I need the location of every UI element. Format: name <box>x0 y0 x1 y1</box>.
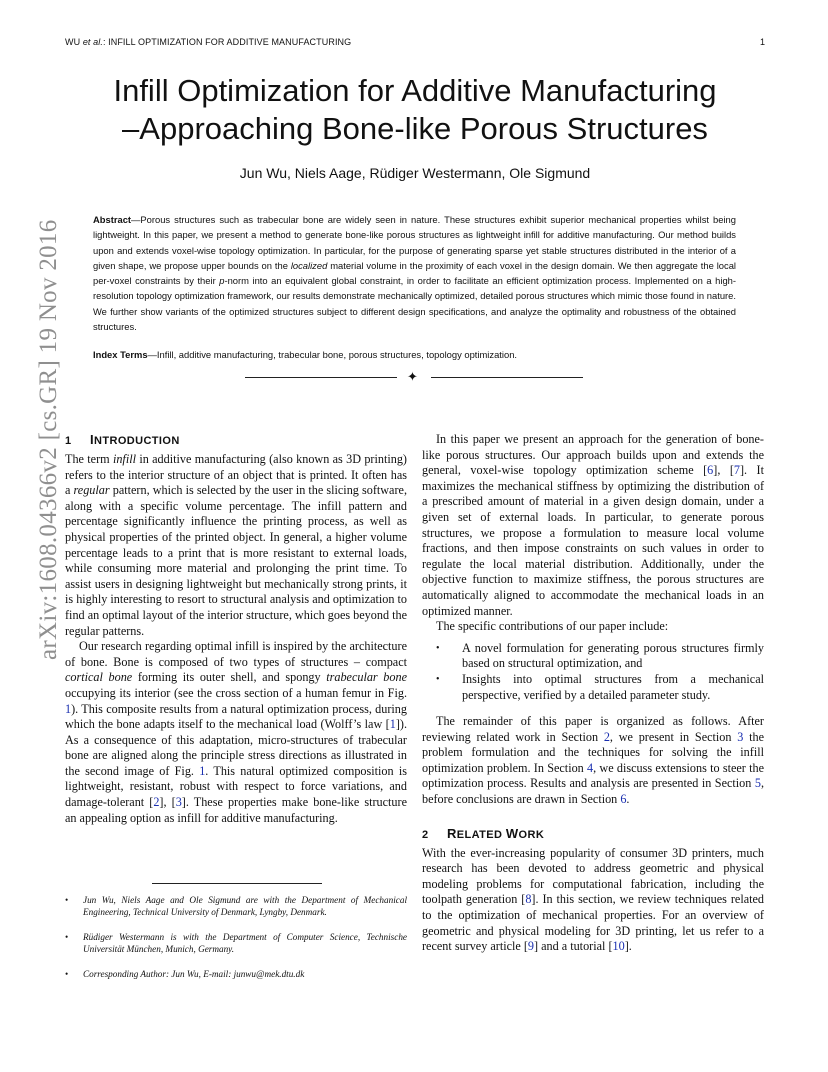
contributions-intro: The specific contributions of our paper include: <box>436 619 669 634</box>
page-number: 1 <box>759 37 765 47</box>
citation-link[interactable]: 10 <box>612 939 625 954</box>
bullet-icon: • <box>436 673 440 685</box>
bullet-icon: • <box>65 969 69 979</box>
section-link[interactable]: 4 <box>587 760 594 775</box>
list-item: • A novel formulation for generating porous structures firmly based on structural optimization, and <box>436 640 764 671</box>
section-link[interactable]: 2 <box>603 729 610 744</box>
bullet-icon: • <box>436 642 440 654</box>
right-column <box>422 432 764 955</box>
abstract-label: Abstract <box>93 214 132 225</box>
intro-paragraph-2: Our research regarding optimal infill is inspired by the architecture of bone. Bone is composed of two types of structures – compact cortical bone forming its outer shell, and spongy trabecular bone occupying its interior (see the cross section of a human femur in Fig. 1). This composite results from a natural optimization process, during which the bone adapts itself to the mechanical load (Wolff’s law [1]). As a consequence of this adaptation, micro-structures of trabecular bone are aligned along the principle stress directions as illustrated in the second image of Fig. 1. This natural optimized composition is lightweight, resistant, robust with respect to force variations, and damage-tolerant [2], [3]. These properties make bone-like structure an appealing option as infill for additive manufacturing. <box>65 639 407 825</box>
section-heading-related-work: 2 RELATED WORK <box>422 825 545 841</box>
index-terms-label: Index Terms <box>93 349 148 360</box>
intro-paragraph-3: In this paper we present an approach for the generation of bone-like porous structures. Our approach builds upon and extends the general, voxel-wise topology optimization scheme [6], [7]. It maximizes the mechanical stiffness by optimizing the distribution of a prescribed amount of material in a given design domain, under a given set of external loads. In particular, to generate porous structures, we propose a formulation to measure local volume fractions, and then impose constraints on such values in order to regulate the local material distribution. Additionally, under the objective function to maximize stiffness, the porous structures are automatically aligned to accommodate the mechanical loads in an optimized manner. <box>422 432 764 618</box>
index-terms: Index Terms—Infill, additive manufacturing, trabecular bone, porous structures, topology optimization. <box>93 349 518 360</box>
section-link[interactable]: 6 <box>620 792 627 807</box>
citation-link[interactable]: 7 <box>733 463 740 478</box>
contributions-list <box>422 641 764 703</box>
list-item: • Insights into optimal structures from a mechanical perspective, verified by a detailed parameter study. <box>436 671 764 702</box>
footnote-rule <box>152 883 322 884</box>
citation-link[interactable]: 3 <box>175 795 182 810</box>
footnote-corresponding-author: • Corresponding Author: Jun Wu, E-mail: junwu@mek.dtu.dk <box>65 969 305 979</box>
section-heading-introduction: 1 INTRODUCTION <box>65 432 180 447</box>
intro-paragraph-1: The term infill in additive manufacturing (also known as 3D printing) refers to the interior structure of an object that is printed. It often has a regular pattern, which is selected by the user in the slicing software, along with a specific volume percentage. The infill pattern and percentage significantly influence the printing process, as well as physical properties of the printed object. In general, a higher volume percentage leads to a print that is more resistant to external loads, while consuming more material and prolonging the print time. To assist users in designing lightweight but mechanically strong prints, it is highly interesting to resort to structural analysis and optimization to find an optimal layout of the interior structure, which goes beyond the regular patterns. <box>65 452 407 638</box>
separator-diamond-icon: ✦ <box>407 369 418 384</box>
citation-link[interactable]: 1 <box>389 717 396 732</box>
figure-link[interactable]: 1 <box>199 763 206 778</box>
arxiv-stamp: arXiv:1608.04366v2 [cs.GR] 19 Nov 2016 <box>35 219 62 660</box>
citation-link[interactable]: 9 <box>527 939 534 954</box>
section-link[interactable]: 5 <box>754 776 761 791</box>
organization-paragraph: The remainder of this paper is organized as follows. After reviewing related work in Section 2, we present in Section 3 the problem formulation and the techniques for solving the infill optimization problem. In Section 4, we discuss extensions to steer the optimization process. Results and analysis are presented in Section 5, before conclusions are drawn in Section 6. <box>422 714 765 807</box>
abstract: Abstract—Porous structures such as trabecular bone are widely seen in nature. These structures exhibit superior mechanical properties whilst being lightweight. In this paper, we present a method to generate bone-like porous structures as lightweight infill for additive manufacturing. Our method builds upon and extends voxel-wise topology optimization. In particular, for the purpose of generating sparse yet stable structures distributed in the interior of a given shape, we propose upper bounds on the localized material volume in the proximity of each voxel in the design domain. We then aggregate the local per-voxel constraints by their p-norm into an equivalent global constraint, in order to facilitate an efficient optimization process. Implemented on a high-resolution topology optimization framework, our results demonstrate mechanically optimized, detailed porous structures which mimic those found in nature. We further show variants of the optimized structures subject to different design specifications, and analyze the optimality and robustness of the obtained structures. <box>93 214 736 333</box>
footnote-affiliation-tum: • Rüdiger Westermann is with the Department of Computer Science, Technische Universität München, Munich, Germany. <box>65 932 407 954</box>
title-line-1: Infill Optimization for Additive Manufacturing <box>113 73 717 108</box>
figure-link[interactable]: 1 <box>65 701 72 716</box>
left-column <box>65 432 407 826</box>
citation-link[interactable]: 6 <box>707 463 714 478</box>
running-head: WU et al.: INFILL OPTIMIZATION FOR ADDITIVE MANUFACTURING <box>65 37 352 47</box>
citation-link[interactable]: 2 <box>153 795 160 810</box>
related-work-paragraph-1: With the ever-increasing popularity of consumer 3D printers, much research has been devoted to address geometric and physical modeling problems for computational fabrication, including the toolpath generation [8]. In this section, we review techniques related to the optimization of mechanical properties. For an overview of geometric and physical modeling for 3D printing, let us refer to a recent survey article [9] and a tutorial [10]. <box>422 845 765 954</box>
authors: Jun Wu, Niels Aage, Rüdiger Westermann, Ole Sigmund <box>239 165 591 181</box>
citation-link[interactable]: 8 <box>525 892 532 907</box>
separator-rule-left <box>245 377 397 378</box>
bullet-icon: • <box>65 895 69 905</box>
separator-rule-right <box>431 377 583 378</box>
footnote-affiliation-dtu: • Jun Wu, Niels Aage and Ole Sigmund are with the Department of Mechanical Engineering, Technical University of Denmark, Lyngby, Denmark. <box>65 895 407 917</box>
footnotes <box>65 894 407 993</box>
title-line-2: –Approaching Bone-like Porous Structures <box>122 111 708 146</box>
section-link[interactable]: 3 <box>737 729 744 744</box>
bullet-icon: • <box>65 932 69 942</box>
paper-title <box>60 72 770 148</box>
